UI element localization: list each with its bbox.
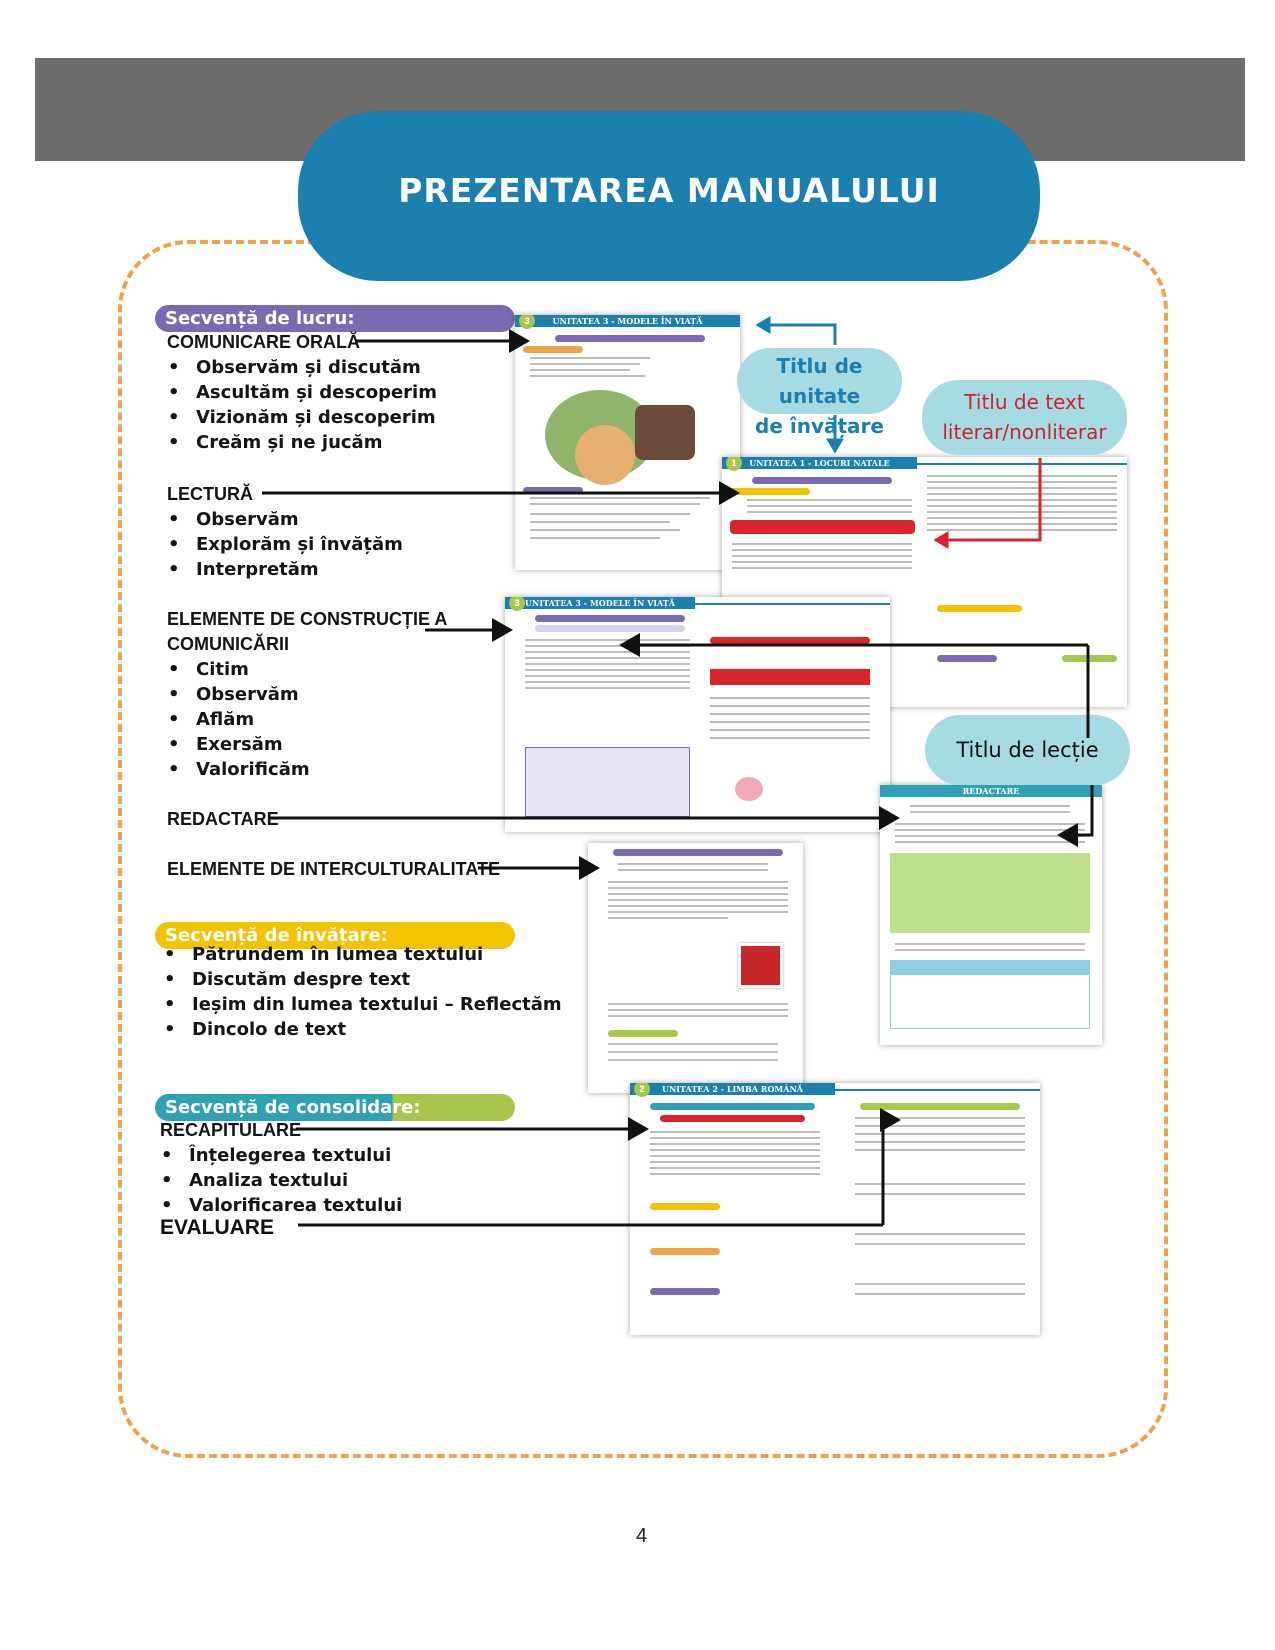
list-item: • Ieșim din lumea textului – Reflectăm: [192, 994, 562, 1015]
list-item: • Vizionăm și descoperim: [196, 407, 436, 428]
thumbnail-header: UNITATEA 3 - MODELE ÎN VIAȚĂ: [505, 597, 695, 609]
section-heading-writing: REDACTARE: [167, 809, 279, 829]
list-item: • Valorificăm: [196, 759, 310, 780]
list-item: • Exersăm: [196, 734, 283, 755]
list-item: • Analiza textului: [189, 1170, 348, 1191]
section-heading-construction: ELEMENTE DE CONSTRUCȚIE A: [167, 609, 448, 629]
thumbnail-unit-number: 3: [519, 315, 535, 329]
section-heading-interculturality: ELEMENTE DE INTERCULTURALITATE: [167, 859, 500, 879]
learning-sequence-band: Secvență de învățare:: [155, 922, 515, 949]
thumbnail-unit-number: 1: [726, 457, 742, 471]
list-item: • Creăm și ne jucăm: [196, 432, 382, 453]
list-item: • Pătrundem în lumea textului: [192, 944, 483, 965]
list-item: • Ascultăm și descoperim: [196, 382, 437, 403]
list-item: • Valorificarea textului: [189, 1195, 402, 1216]
section-heading-construction-line2: COMUNICĂRII: [167, 634, 289, 654]
section-heading-oral: COMUNICARE ORALĂ: [167, 332, 360, 352]
arrow-evaluation-up: [883, 1120, 898, 1225]
callout-unit-title-line2: de învățare: [755, 414, 884, 438]
arrow-unit-title-up: [757, 325, 835, 345]
thumbnail-unit-number: 3: [509, 597, 525, 611]
thumbnail-header: REDACTARE: [880, 785, 1102, 797]
consolidation-sequence-band: Secvență de consolidare:: [155, 1094, 515, 1121]
callout-lesson-title: Titlu de lecție: [925, 715, 1130, 785]
arrow-lesson-down: [1060, 785, 1092, 835]
list-item: • Interpretăm: [196, 559, 319, 580]
evaluation-heading: EVALUARE: [160, 1216, 274, 1239]
list-item: • Discutăm despre text: [192, 969, 410, 990]
work-sequence-band: Secvență de lucru:: [155, 305, 515, 332]
page-number: 4: [636, 1525, 648, 1547]
thumbnail-header: UNITATEA 1 - LOCURI NATALE: [722, 457, 917, 469]
list-item: • Observăm: [196, 509, 299, 530]
list-item: • Înțelegerea textului: [189, 1145, 391, 1166]
thumbnail-header: UNITATEA 2 - LIMBA ROMÂNĂ: [630, 1083, 835, 1095]
list-item: • Dincolo de text: [192, 1019, 346, 1040]
callout-unit-title-line1: Titlu de unitate: [776, 354, 863, 408]
list-item: • Aflăm: [196, 709, 254, 730]
thumbnail-unit-number: 2: [634, 1083, 650, 1097]
page-title: PREZENTAREA MANUALULUI: [398, 170, 940, 210]
callout-text-title-line1: Titlu de text: [964, 390, 1085, 414]
section-heading-recap: RECAPITULARE: [160, 1120, 302, 1140]
callout-text-title-line2: literar/nonliterar: [942, 420, 1107, 444]
list-item: • Observăm și discutăm: [196, 357, 421, 378]
thumbnail-header: UNITATEA 3 - MODELE ÎN VIAȚĂ: [515, 315, 740, 327]
list-item: • Observăm: [196, 684, 299, 705]
list-item: • Explorăm și învățăm: [196, 534, 403, 555]
section-heading-reading: LECTURĂ: [167, 484, 253, 504]
arrow-text-title: [935, 458, 1040, 540]
list-item: • Citim: [196, 659, 249, 680]
